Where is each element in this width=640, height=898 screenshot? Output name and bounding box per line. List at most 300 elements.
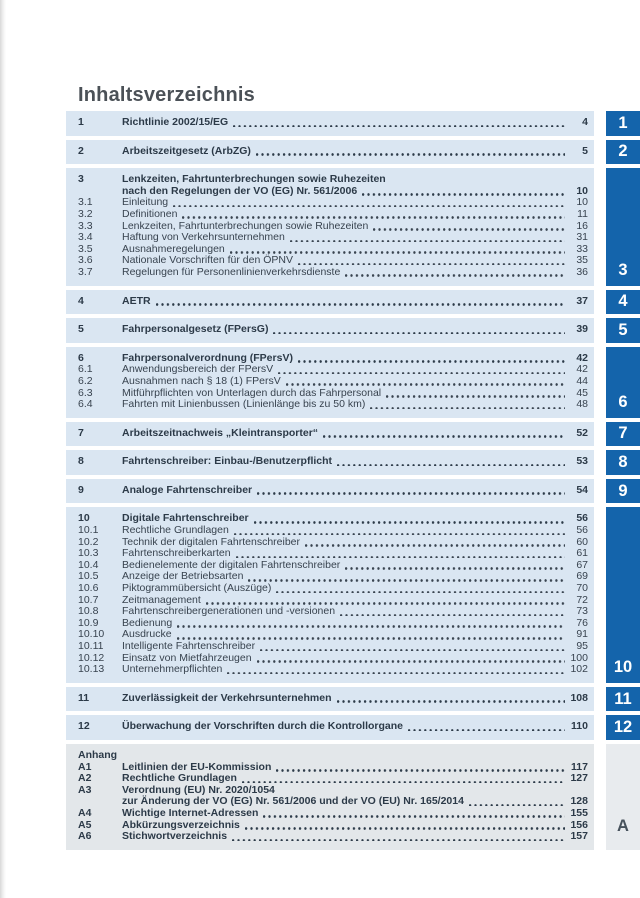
row-number: 10.9: [78, 616, 99, 629]
dot-leader: [260, 649, 565, 652]
row-line: [122, 186, 588, 198]
row-title: Analoge Fahrtenschreiber: [122, 483, 253, 496]
toc-group: [66, 715, 640, 740]
thumb-tab-label: 11: [614, 689, 632, 708]
page-number: 45: [576, 386, 588, 399]
row-entry: [122, 785, 588, 808]
page-number: 73: [576, 605, 588, 618]
section-band: [66, 140, 594, 165]
thumb-tab-12: [606, 715, 640, 740]
row-title: Einleitung: [122, 196, 169, 209]
row-title: Arbeitszeitgesetz (ArbZG): [122, 144, 251, 157]
row-title: Ausnahmeregelungen: [122, 242, 225, 255]
toc-group: [66, 168, 640, 285]
row-title: Rechtliche Grundlagen: [122, 524, 229, 537]
thumb-tab-cell: [606, 687, 640, 712]
dot-leader: [469, 804, 565, 807]
dot-leader: [242, 781, 565, 784]
row-number: 3.7: [78, 265, 93, 278]
dot-leader: [370, 407, 565, 410]
dot-leader: [345, 274, 565, 277]
page-number: 76: [576, 616, 588, 629]
dot-leader: [233, 125, 565, 128]
row-title: zur Änderung der VO (EG) Nr. 561/2006 und der VO (EU) Nr. 165/2014: [122, 795, 464, 808]
row-entry: [122, 324, 588, 336]
row-number: A5: [78, 818, 92, 831]
thumb-tab-cell: [606, 318, 640, 343]
row-number: 10.13: [78, 663, 105, 676]
row-number: 6: [78, 351, 84, 364]
thumb-tab-label: 7: [618, 424, 628, 443]
toc-row: [78, 693, 588, 705]
row-entry: [122, 146, 588, 158]
page-number: 42: [576, 363, 588, 376]
row-number: 9: [78, 483, 84, 496]
dot-leader: [236, 556, 565, 559]
row-entry: [122, 831, 588, 843]
row-title: Fahrpersonalgesetz (FPersG): [122, 323, 269, 336]
row-number: 10.8: [78, 605, 99, 618]
row-title: Lenkzeiten, Fahrtunterbrechungen sowie Ruhezeiten: [122, 219, 369, 232]
toc-row: [78, 174, 588, 197]
thumb-tab-2: [606, 140, 640, 165]
thumb-tab-cell: [606, 715, 640, 740]
row-number: 10: [78, 512, 90, 525]
row-entry: [122, 197, 588, 209]
toc-row: [78, 324, 588, 336]
row-line: [122, 267, 588, 279]
toc-group: [66, 347, 640, 418]
page-number: 102: [570, 663, 588, 676]
row-title: Wichtige Internet-Adressen: [122, 806, 259, 819]
page-number: 53: [576, 455, 588, 468]
row-entry: [122, 583, 588, 595]
page-number: 108: [570, 691, 588, 704]
dot-leader: [256, 153, 565, 156]
dot-leader: [340, 614, 565, 617]
toc-row: [78, 456, 588, 468]
toc-row: [78, 808, 588, 820]
row-line: [122, 525, 588, 537]
thumb-tab-cell: [606, 111, 640, 136]
row-number: 12: [78, 720, 90, 733]
section-band: [66, 318, 594, 343]
page-number: 16: [576, 219, 588, 232]
section-band: [66, 450, 594, 475]
row-title: Regelungen für Personenlinienverkehrsdienste: [122, 265, 341, 278]
thumb-tab-label: 6: [618, 392, 628, 411]
row-entry: [122, 485, 588, 497]
page-number: 110: [571, 720, 588, 733]
toc-group: [66, 290, 640, 315]
dot-leader: [298, 360, 565, 363]
row-title: Lenkzeiten, Fahrtunterbrechungen sowie Ruhezeiten: [122, 173, 386, 186]
row-title: Abkürzungsverzeichnis: [122, 818, 240, 831]
row-line: [122, 428, 588, 440]
row-number: A4: [78, 806, 92, 819]
page-number: 5: [582, 144, 588, 157]
row-title: Bedienung: [122, 616, 173, 629]
toc-row: [78, 146, 588, 158]
toc-row: [78, 232, 588, 244]
row-title: Stichwortverzeichnis: [122, 830, 228, 843]
thumb-tab-label: 10: [613, 657, 633, 676]
row-number: A2: [78, 772, 92, 785]
thumb-tab-5: [606, 318, 640, 343]
row-line: [122, 485, 588, 497]
toc-row: [78, 785, 588, 808]
toc-row: [78, 485, 588, 497]
toc-row: [78, 583, 588, 595]
page-number: 36: [576, 265, 588, 278]
page-number: 35: [576, 254, 588, 267]
dot-leader: [248, 579, 565, 582]
dot-leader: [173, 205, 565, 208]
dot-leader: [245, 827, 565, 830]
dot-leader: [290, 240, 565, 243]
section-band: [66, 422, 594, 447]
thumb-tab-cell: [606, 422, 640, 447]
toc-row: [78, 296, 588, 308]
row-title: Fahrpersonalverordnung (FPersV): [122, 351, 293, 364]
thumb-tab-cell: [606, 479, 640, 504]
row-title: Leitlinien der EU-Kommission: [122, 760, 272, 773]
row-title: Bedienelemente der digitalen Fahrtenschreiber: [122, 558, 341, 571]
thumb-tab-cell: [606, 168, 640, 285]
row-number: 10.6: [78, 582, 99, 595]
dot-leader: [362, 193, 565, 196]
page-number: 127: [570, 772, 588, 785]
row-number: A3: [78, 783, 92, 796]
row-number: 8: [78, 455, 84, 468]
dot-leader: [156, 303, 565, 306]
dot-leader: [257, 492, 565, 495]
page-number: 61: [576, 547, 588, 560]
row-title: Technik der digitalen Fahrtenschreiber: [122, 535, 301, 548]
row-title: Definitionen: [122, 207, 178, 220]
row-entry: [122, 773, 588, 785]
row-entry: [122, 232, 588, 244]
dot-leader: [276, 769, 565, 772]
section-band: [66, 715, 594, 740]
thumb-tab-1: [606, 111, 640, 136]
thumb-tab-label: 12: [613, 718, 633, 737]
row-entry: [122, 174, 588, 197]
page-number: 52: [576, 426, 588, 439]
row-number: 3.3: [78, 219, 93, 232]
row-number: 10.10: [78, 628, 105, 641]
toc-group: [66, 140, 640, 165]
row-line: [122, 209, 588, 221]
row-entry: [122, 693, 588, 705]
toc-group: [66, 507, 640, 682]
row-entry: [122, 456, 588, 468]
row-title: Zeitmanagement: [122, 593, 201, 606]
row-line: [122, 693, 588, 705]
thumb-tab-11: [606, 687, 640, 712]
row-number: 6.1: [78, 363, 93, 376]
row-entry: [122, 267, 588, 279]
row-number: 1: [78, 116, 84, 128]
dot-leader: [234, 533, 565, 536]
row-title: nach den Regelungen der VO (EG) Nr. 561/2006: [122, 184, 358, 197]
row-title: Einsatz von Mietfahrzeugen: [122, 651, 252, 664]
row-title: Anwendungsbereich der FPersV: [122, 363, 274, 376]
row-entry: [122, 376, 588, 388]
thumb-tab-9: [606, 479, 640, 504]
thumb-tab-cell: [606, 290, 640, 315]
thumb-tab-label: 4: [618, 292, 628, 311]
dot-leader: [337, 700, 565, 703]
thumb-tab-cell: [606, 744, 640, 850]
row-number: 10.11: [78, 640, 104, 652]
thumb-tab-label: 1: [618, 113, 628, 132]
dot-leader: [373, 228, 565, 231]
row-title: Fahrtenschreiberkarten: [122, 547, 231, 560]
row-line: [122, 146, 588, 158]
page-number: 31: [576, 231, 588, 244]
toc-row: [78, 267, 588, 279]
page-number: 67: [576, 558, 588, 571]
page-title: Inhaltsverzeichnis: [78, 84, 255, 106]
section-band: [66, 507, 594, 682]
toc-group: [66, 450, 640, 475]
row-number: 10.12: [78, 651, 105, 664]
row-line: [122, 376, 588, 388]
toc-row: [78, 117, 588, 129]
dot-leader: [177, 625, 565, 628]
page-number: 60: [576, 535, 588, 548]
row-number: 7: [78, 426, 84, 439]
row-title: Digitale Fahrtenschreiber: [122, 512, 249, 525]
row-title: Piktogrammübersicht (Auszüge): [122, 582, 272, 595]
row-entry: [122, 606, 588, 618]
row-line: [122, 117, 588, 129]
thumb-tab-label: 3: [618, 260, 628, 279]
thumb-tab-label: 2: [618, 142, 628, 161]
row-entry: [122, 721, 588, 733]
row-line: [122, 296, 588, 308]
section-band: [66, 479, 594, 504]
row-title: Nationale Vorschriften für den ÖPNV: [122, 254, 294, 267]
row-line: [122, 399, 588, 411]
row-entry: [122, 808, 588, 820]
toc-group: [66, 318, 640, 343]
row-title: Ausnahmen nach § 18 (1) FPersV: [122, 374, 281, 387]
row-entry: [122, 209, 588, 221]
row-entry: [122, 117, 588, 129]
page-number: 11: [577, 207, 588, 220]
page-number: 42: [576, 351, 588, 364]
row-entry: [122, 664, 588, 676]
toc-group: [66, 687, 640, 712]
thumb-tab-label: 9: [618, 481, 628, 500]
thumb-tab-7: [606, 422, 640, 447]
toc-row: [78, 664, 588, 676]
page-number: 70: [576, 582, 588, 595]
row-number: 3.2: [78, 207, 93, 220]
row-entry: [122, 750, 588, 762]
row-line: [122, 606, 588, 618]
toc-row: [78, 525, 588, 537]
section-band: [66, 347, 594, 418]
row-number: 10.4: [78, 558, 99, 571]
toc-row: [78, 831, 588, 843]
row-number: 10.3: [78, 547, 99, 560]
page-number: 69: [576, 570, 588, 583]
row-number: 3.4: [78, 231, 93, 244]
row-number: 6.4: [78, 398, 93, 411]
page-number: 10: [576, 196, 588, 209]
section-band: [66, 111, 594, 136]
row-line: [122, 618, 588, 630]
row-title: Ausdrucke: [122, 628, 172, 641]
dot-leader: [182, 216, 565, 219]
row-title: Arbeitszeitnachweis „Kleintransporter“: [122, 426, 319, 439]
thumb-tab-8: [606, 450, 640, 475]
thumb-tab-cell: [606, 450, 640, 475]
thumb-tab-4: [606, 290, 640, 315]
dot-leader: [386, 395, 565, 398]
row-number: 3: [78, 173, 84, 186]
row-title: Zuverlässigkeit der Verkehrsunternehmen: [122, 691, 332, 704]
row-number: A6: [78, 830, 92, 843]
dot-leader: [323, 435, 565, 438]
dot-leader: [263, 815, 565, 818]
section-band: [66, 744, 594, 850]
row-line: [122, 773, 588, 785]
thumb-tab-6: [606, 347, 640, 418]
toc-row: [78, 399, 588, 411]
row-number: 5: [78, 323, 84, 336]
row-title: AETR: [122, 294, 151, 307]
row-number: 6.2: [78, 374, 93, 387]
page-number: 56: [576, 512, 588, 525]
page-number: 72: [576, 593, 588, 606]
toc-row: [78, 641, 588, 653]
page-number: 37: [576, 294, 588, 307]
row-title: Haftung von Verkehrsunternehmen: [122, 231, 285, 244]
page-number: 128: [570, 795, 588, 808]
toc-group: [66, 744, 640, 850]
row-title: Fahrten mit Linienbussen (Linienlänge bis zu 50 km): [122, 398, 366, 411]
dot-leader: [286, 383, 565, 386]
page-number: 48: [576, 398, 588, 411]
dot-leader: [278, 372, 565, 375]
row-title: Unternehmerpflichten: [122, 663, 223, 676]
row-number: Anhang: [78, 748, 118, 761]
toc-row: [78, 721, 588, 733]
row-number: 3.1: [78, 196, 93, 209]
page-number: 56: [576, 524, 588, 537]
page-number: 95: [576, 640, 588, 652]
page-number: 44: [576, 374, 588, 387]
row-number: 3.6: [78, 254, 93, 267]
section-band: [66, 168, 594, 285]
row-entry: [122, 428, 588, 440]
row-line: [122, 664, 588, 676]
page-number: 117: [571, 760, 588, 773]
dot-leader: [345, 567, 565, 570]
page-number: 54: [576, 483, 588, 496]
page-number: 157: [570, 830, 588, 843]
row-number: 4: [78, 294, 84, 307]
row-line: [122, 232, 588, 244]
thumb-tab-A: [606, 744, 640, 850]
thumb-tab-cell: [606, 507, 640, 682]
row-title: Überwachung der Vorschriften durch die Kontrollorgane: [122, 720, 404, 733]
row-title: Mitführpflichten von Unterlagen durch das Fahrpersonal: [122, 386, 382, 399]
dot-leader: [276, 591, 565, 594]
page-number: 100: [570, 651, 588, 664]
row-line: [122, 324, 588, 336]
row-title: Fahrtenschreiber: Einbau-/Benutzerpflicht: [122, 455, 333, 468]
row-entry: [122, 641, 588, 653]
row-title: Rechtliche Grundlagen: [122, 772, 237, 785]
row-title: Verordnung (EU) Nr. 2020/1054: [122, 783, 275, 796]
toc-groups: [66, 111, 640, 850]
toc-group: [66, 479, 640, 504]
row-number: A1: [78, 760, 92, 773]
thumb-tab-label: A: [617, 816, 629, 835]
toc-row: [78, 376, 588, 388]
row-entry: [122, 399, 588, 411]
row-number: 11: [78, 691, 90, 704]
page-number: 91: [576, 628, 588, 641]
row-title: Fahrtenschreibergenerationen und -versionen: [122, 605, 336, 618]
page-number: 4: [582, 116, 588, 128]
row-title: Richtlinie 2002/15/EG: [122, 116, 229, 128]
toc-group: [66, 422, 640, 447]
row-entry: [122, 296, 588, 308]
row-line: [122, 583, 588, 595]
row-number: 6.3: [78, 386, 93, 399]
row-line: [122, 456, 588, 468]
toc-row: [78, 428, 588, 440]
page-number: 33: [576, 242, 588, 255]
dot-leader: [408, 729, 565, 732]
toc-group: [66, 111, 640, 136]
dot-leader: [305, 544, 565, 547]
row-title: Intelligente Fahrtenschreiber: [122, 640, 256, 652]
dot-leader: [254, 521, 565, 524]
toc-row: [78, 750, 588, 762]
thumb-tab-label: 8: [618, 453, 628, 472]
thumb-tab-label: 5: [618, 320, 628, 339]
row-title: Anzeige der Betriebsarten: [122, 570, 244, 583]
page-number: 39: [576, 323, 588, 336]
dot-leader: [232, 839, 565, 842]
row-number: 2: [78, 144, 84, 157]
dot-leader: [273, 332, 565, 335]
toc-row: [78, 773, 588, 785]
row-line: [122, 721, 588, 733]
row-number: 10.2: [78, 535, 99, 548]
row-number: 10.1: [78, 524, 99, 537]
thumb-tab-3: [606, 168, 640, 285]
section-band: [66, 290, 594, 315]
row-line: [122, 808, 588, 820]
dot-leader: [227, 672, 565, 675]
row-number: 3.5: [78, 242, 93, 255]
row-entry: [122, 525, 588, 537]
thumb-tab-10: [606, 507, 640, 682]
row-number: 10.5: [78, 570, 99, 583]
dot-leader: [257, 660, 565, 663]
thumb-tab-cell: [606, 140, 640, 165]
page-number: 156: [570, 818, 588, 831]
page-number: 10: [576, 184, 588, 197]
